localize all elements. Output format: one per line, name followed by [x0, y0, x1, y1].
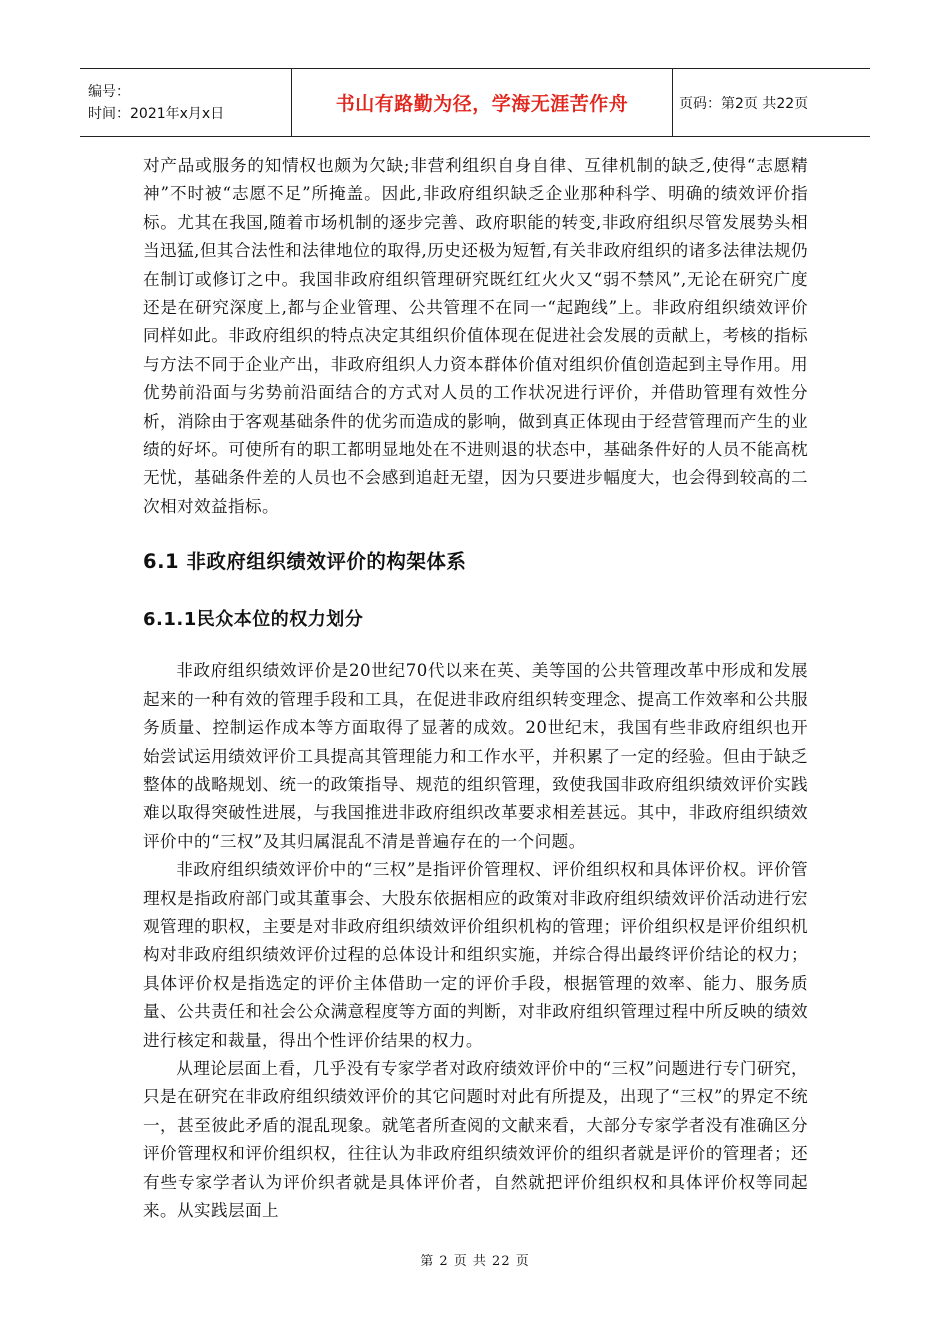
header-page-info: 页码：第2页 共22页: [679, 95, 809, 112]
body-paragraph-1: 非政府组织绩效评价是20世纪70代以来在英、美等国的公共管理改革中形成和发展起来的一种有效的管理手段和工具，在促进非政府组织转变理念、提高工作效率和公共服务质量、控制运作成本等方面取得了显著的成效。20世纪末，我国有些非政府组织也开始尝试运用绩效评价工具提高其管理能力和工作水平，并积累了一定的经验。但由于缺乏整体的战略规划、统一的政策指导、规范的组织管理，致使我国非政府组织绩效评价实践难以取得突破性进展，与我国推进非政府组织改革要求相差甚远。其中，非政府组织绩效评价中的“三权”及其归属混乱不清是普遍存在的一个问题。: [143, 661, 808, 851]
body-paragraph-3: 从理论层面上看，几乎没有专家学者对政府绩效评价中的“三权”问题进行专门研究，只是在研究在非政府组织绩效评价的其它问题时对此有所提及，出现了“三权”的界定不统一，甚至彼此矛盾的混乱现象。就笔者所查阅的文献来看，大部分专家学者没有准确区分评价管理权和评价组织权，往往认为非政府组织绩效评价的组织者就是评价的管理者；还有些专家学者认为评价织者就是具体评价者，自然就把评价组织权和具体评价权等同起来。从实践层面上: [143, 1058, 808, 1220]
body-paragraph-2: 非政府组织绩效评价中的“三权”是指评价管理权、评价组织权和具体评价权。评价管理权是指政府部门或其董事会、大股东依据相应的政策对非政府组织绩效评价活动进行宏观管理的职权，主要是对非政府组织绩效评价组织机构的管理；评价组织权是评价组织机构对非政府组织绩效评价过程的总体设计和组织实施，并综合得出最终评价结论的权力；具体评价权是指选定的评价主体借助一定的评价手段，根据管理的效率、能力、服务质量、公共责任和社会公众满意程度等方面的判断，对非政府组织管理过程中所反映的绩效进行核定和裁量，得出个性评价结果的权力。: [143, 860, 808, 1050]
document-number-label: 编号：: [88, 83, 130, 100]
intro-paragraph: 对产品或服务的知情权也颇为欠缺;非营利组织自身自律、互律机制的缺乏,使得“志愿精神”不时被“志愿不足”所掩盖。因此,非政府组织缺乏企业那种科学、明确的绩效评价指标。尤其在我国,随着市场机制的逐步完善、政府职能的转变,非政府组织尽管发展势头相当迅猛,但其合法性和法律地位的取得,历史还极为短暂,有关非政府组织的诸多法律法规仍在制订或修订之中。我国非政府组织管理研究既红红火火又“弱不禁风”,无论在研究广度还是在研究深度上,都与企业管理、公共管理不在同一“起跑线”上。非政府组织绩效评价同样如此。非政府组织的特点决定其组织价值体现在促进社会发展的贡献上，考核的指标与方法不同于企业产出，非政府组织人力资本群体价值对组织价值创造起到主导作用。用优势前沿面与劣势前沿面结合的方式对人员的工作状况进行评价，并借助管理有效性分析，消除由于客观基础条件的优劣而造成的影响，做到真正体现由于经营管理而产生的业绩的好坏。可使所有的职工都明显地处在不进则退的状态中，基础条件好的人员不能高枕无忧，基础条件差的人员也不会感到追赶无望，因为只要进步幅度大，也会得到较高的二次相对效益指标。: [143, 156, 808, 516]
header-meta: [80, 69, 292, 136]
page-header: [80, 68, 870, 137]
subsection-heading-6-1-1: 6.1.1民众本位的权力划分: [143, 609, 364, 631]
section-heading-6-1: 6.1 非政府组织绩效评价的构架体系: [143, 550, 467, 574]
header-motto: 书山有路勤为径，学海无涯苦作舟: [292, 69, 673, 136]
page-footer: 第 2 页 共 22 页: [420, 1254, 530, 1269]
document-time-label: 时间：2021年x月x日: [88, 105, 225, 122]
document-body: [143, 152, 808, 1225]
